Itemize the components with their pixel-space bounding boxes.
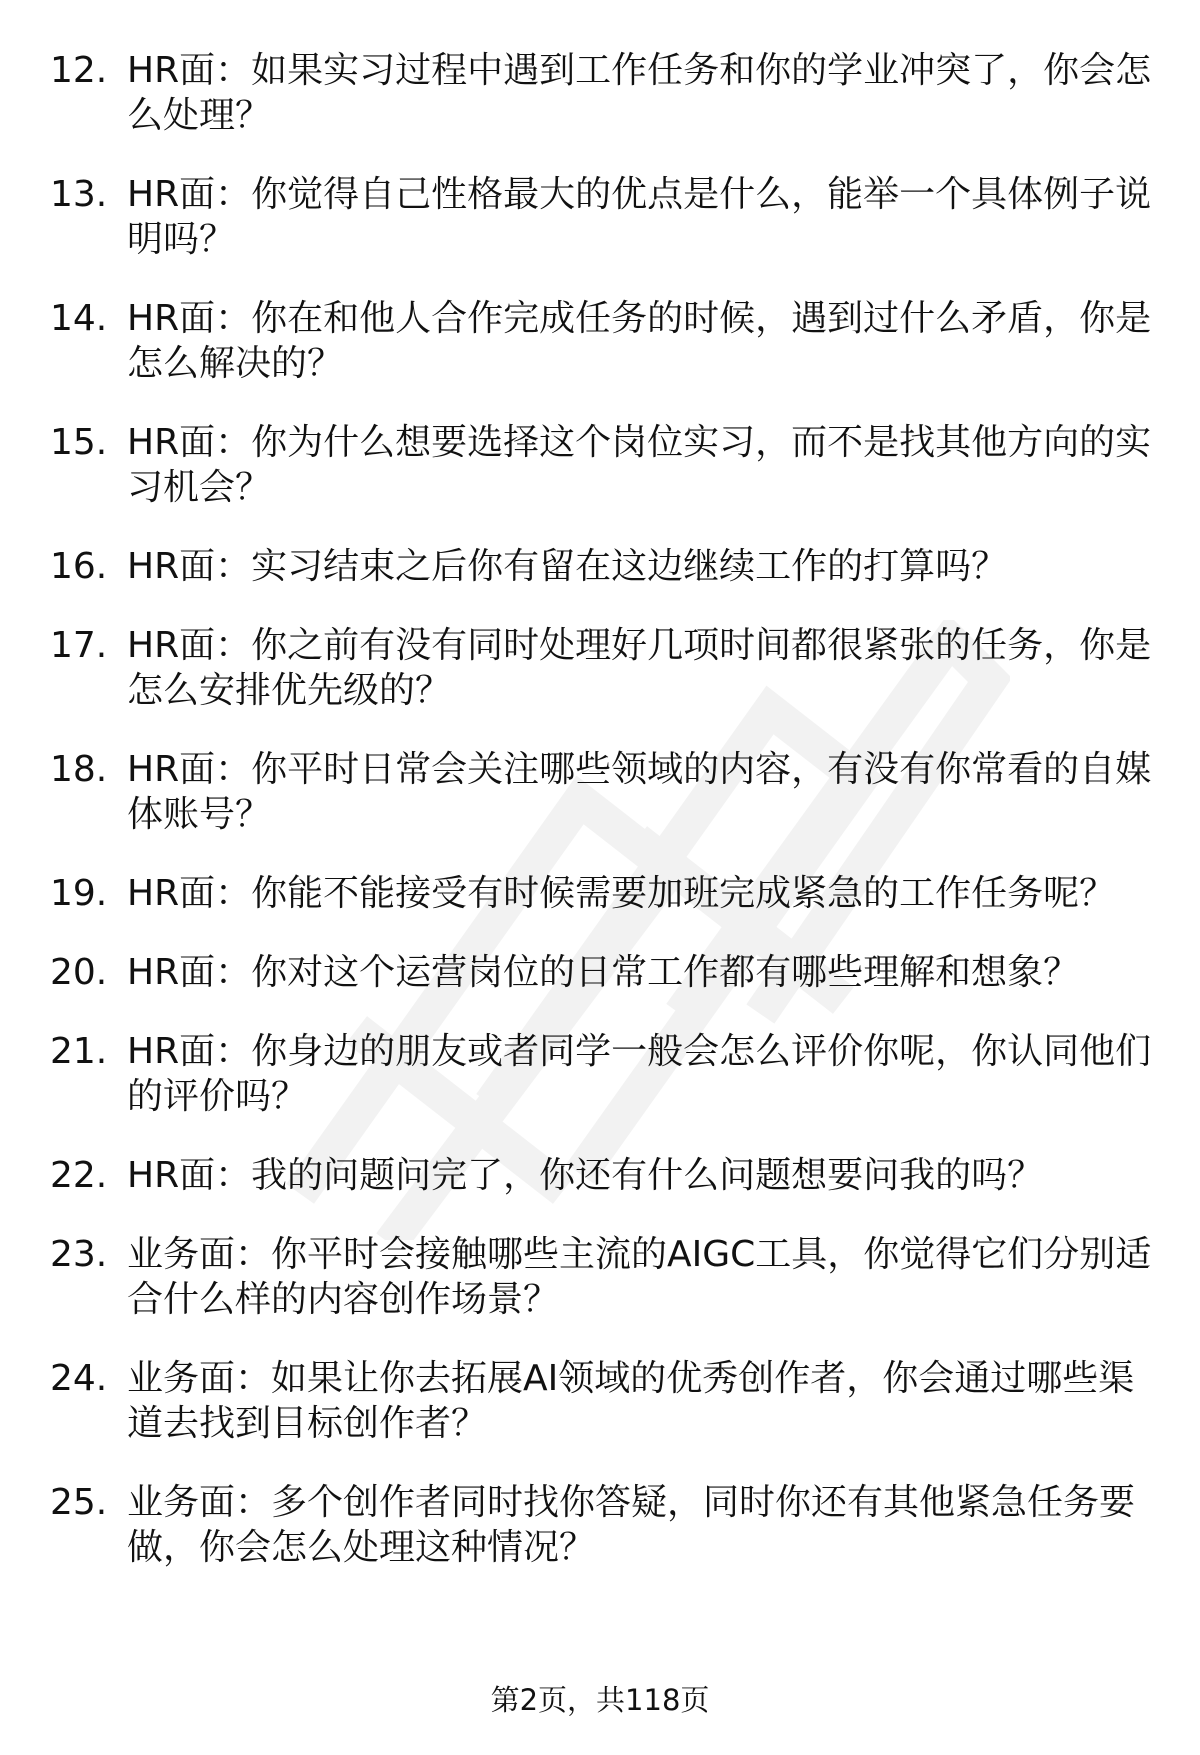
- question-item: [50, 1029, 1160, 1119]
- page-footer: 第2页，共118页: [490, 1683, 710, 1717]
- question-item: [50, 1153, 1160, 1198]
- question-item: [50, 172, 1160, 262]
- question-text: HR面：你觉得自己性格最大的优点是什么，能举一个具体例子说明吗？: [127, 174, 1152, 260]
- question-item: [50, 1480, 1160, 1570]
- question-item: [50, 1232, 1160, 1322]
- question-text: HR面：实习结束之后你有留在这边继续工作的打算吗？: [127, 546, 1008, 587]
- question-text: HR面：你能不能接受有时候需要加班完成紧急的工作任务呢？: [127, 873, 1116, 914]
- question-item: [50, 950, 1160, 995]
- question-number: 14.: [50, 298, 108, 339]
- question-item: [50, 544, 1160, 589]
- question-text: HR面：你对这个运营岗位的日常工作都有哪些理解和想象？: [127, 952, 1080, 993]
- question-number: 16.: [50, 546, 108, 587]
- question-number: 13.: [50, 174, 108, 215]
- question-number: 23.: [50, 1234, 108, 1275]
- question-item: [50, 296, 1160, 386]
- question-text: 业务面：你平时会接触哪些主流的AIGC工具，你觉得它们分别适合什么样的内容创作场景？: [127, 1234, 1152, 1320]
- question-item: [50, 623, 1160, 713]
- question-text: HR面：你之前有没有同时处理好几项时间都很紧张的任务，你是怎么安排优先级的？: [127, 625, 1152, 711]
- question-number: 22.: [50, 1155, 108, 1196]
- question-number: 20.: [50, 952, 108, 993]
- question-text: HR面：你身边的朋友或者同学一般会怎么评价你呢，你认同他们的评价吗？: [127, 1031, 1152, 1117]
- question-item: [50, 48, 1160, 138]
- question-item: [50, 747, 1160, 837]
- question-text: HR面：我的问题问完了，你还有什么问题想要问我的吗？: [127, 1155, 1044, 1196]
- question-number: 17.: [50, 625, 108, 666]
- question-item: [50, 871, 1160, 916]
- question-text: HR面：你在和他人合作完成任务的时候，遇到过什么矛盾，你是怎么解决的？: [127, 298, 1152, 384]
- question-list: [50, 48, 1160, 1604]
- question-number: 25.: [50, 1482, 108, 1523]
- question-text: HR面：如果实习过程中遇到工作任务和你的学业冲突了，你会怎么处理？: [127, 50, 1152, 136]
- question-number: 21.: [50, 1031, 108, 1072]
- question-text: HR面：你平时日常会关注哪些领域的内容，有没有你常看的自媒体账号？: [127, 749, 1152, 835]
- question-text: HR面：你为什么想要选择这个岗位实习，而不是找其他方向的实习机会？: [127, 422, 1152, 508]
- question-item: [50, 1356, 1160, 1446]
- question-number: 18.: [50, 749, 108, 790]
- question-number: 19.: [50, 873, 108, 914]
- question-item: [50, 420, 1160, 510]
- question-number: 24.: [50, 1358, 108, 1399]
- question-number: 15.: [50, 422, 108, 463]
- question-number: 12.: [50, 50, 108, 91]
- question-text: 业务面：多个创作者同时找你答疑，同时你还有其他紧急任务要做，你会怎么处理这种情况？: [127, 1482, 1136, 1568]
- question-text: 业务面：如果让你去拓展AI领域的优秀创作者，你会通过哪些渠道去找到目标创作者？: [127, 1358, 1135, 1444]
